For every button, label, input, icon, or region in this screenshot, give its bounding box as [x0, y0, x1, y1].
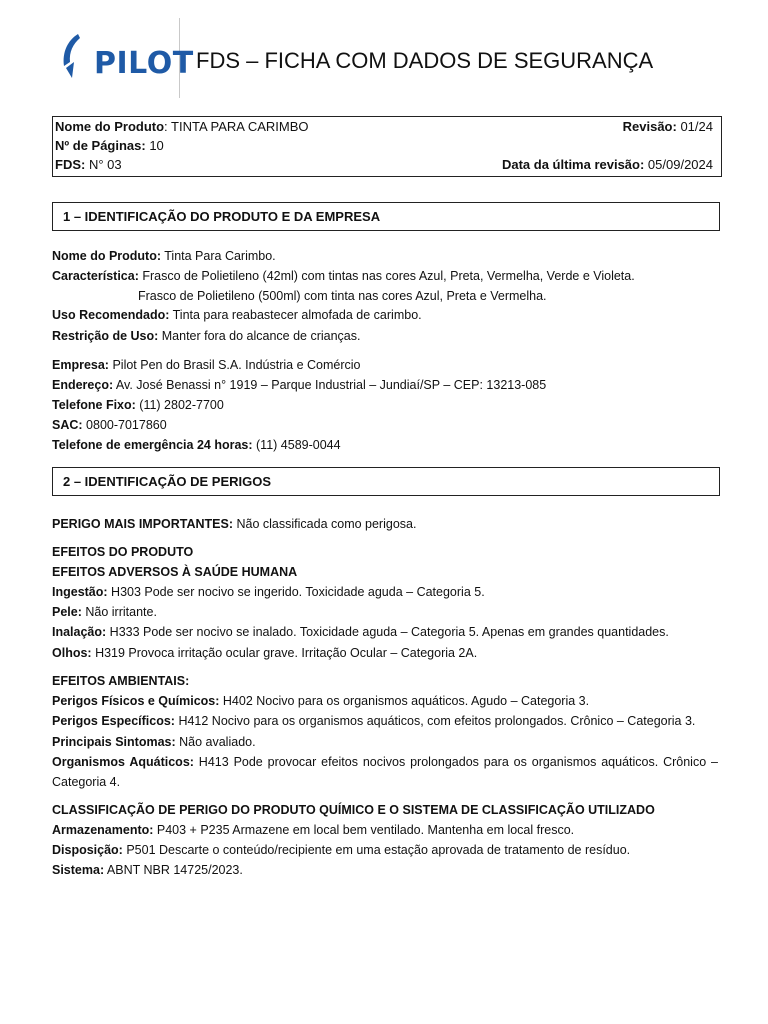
pilot-logo-mark-icon	[58, 32, 92, 82]
pages-label: Nº de Páginas:	[55, 138, 146, 153]
section-1-line: Restrição de Uso: Manter fora do alcance de crianças.	[52, 329, 361, 343]
revision-value: 01/24	[676, 119, 713, 134]
logo-text: PILOT	[94, 46, 194, 81]
section-1-line: Nome do Produto: Tinta Para Carimbo.	[52, 249, 276, 263]
section-1-line: Telefone de emergência 24 horas: (11) 4589-0044	[52, 438, 341, 452]
section-2-line: EFEITOS ADVERSOS À SAÚDE HUMANA	[52, 565, 298, 579]
section-2-line: CLASSIFICAÇÃO DE PERIGO DO PRODUTO QUÍMICO E O SISTEMA DE CLASSIFICAÇÃO UTILIZADO	[52, 803, 655, 817]
section-1-line: Endereço: Av. José Benassi n° 1919 – Parque Industrial – Jundiaí/SP – CEP: 13213-085	[52, 378, 547, 392]
section-2-line: Olhos: H319 Provoca irritação ocular grave. Irritação Ocular – Categoria 2A.	[52, 646, 478, 660]
info-row-pages	[53, 136, 721, 156]
document-title: FDS – FICHA COM DADOS DE SEGURANÇA	[196, 48, 654, 73]
info-row-fds	[53, 155, 721, 175]
info-row-product	[53, 117, 721, 137]
section-2-line: Armazenamento: P403 + P235 Armazene em local bem ventilado. Mantenha em local fresco.	[52, 823, 575, 837]
section-2-heading: 2 – IDENTIFICAÇÃO DE PERIGOS	[52, 467, 720, 496]
section-2-line: Sistema: ABNT NBR 14725/2023.	[52, 863, 243, 877]
product-name-label: Nome do Produto	[55, 119, 165, 134]
section-1-line: Frasco de Polietileno (500ml) com tinta nas cores Azul, Preta e Vermelha.	[138, 289, 547, 303]
section-1-line: Uso Recomendado: Tinta para reabastecer almofada de carimbo.	[52, 308, 422, 322]
last-revision-label: Data da última revisão:	[501, 157, 645, 172]
product-info-box	[52, 116, 722, 177]
section-2-line: Perigos Específicos: H412 Nocivo para os organismos aquáticos, com efeitos prolongados. Crônico – Categoria 3.	[52, 714, 696, 728]
revision-label: Revisão:	[622, 119, 677, 134]
product-name-value: : TINTA PARA CARIMBO	[164, 119, 309, 134]
section-2-line: EFEITOS DO PRODUTO	[52, 545, 194, 559]
last-revision-value: 05/09/2024	[644, 157, 713, 172]
section-1-line: SAC: 0800-7017860	[52, 418, 167, 432]
section-1-line: Empresa: Pilot Pen do Brasil S.A. Indústria e Comércio	[52, 358, 361, 372]
section-2-line: Pele: Não irritante.	[52, 605, 157, 619]
section-2-line: Inalação: H333 Pode ser nocivo se inalado. Toxicidade aguda – Categoria 5. Apenas em grandes quantidades.	[52, 625, 669, 639]
section-1-line: Característica: Frasco de Polietileno (42ml) com tintas nas cores Azul, Preta, Vermelha, Verde e Violeta.	[52, 269, 635, 283]
section-1-heading: 1 – IDENTIFICAÇÃO DO PRODUTO E DA EMPRESA	[52, 202, 720, 231]
section-2-line: Disposição: P501 Descarte o conteúdo/recipiente em uma estação aprovada de tratamento de resíduo.	[52, 843, 631, 857]
pilot-logo	[52, 18, 194, 98]
fds-value: N° 03	[85, 157, 122, 172]
fds-label: FDS:	[55, 157, 86, 172]
section-2-line: Perigos Físicos e Químicos: H402 Nocivo para os organismos aquáticos. Agudo – Categoria 3.	[52, 694, 590, 708]
section-2-line: Ingestão: H303 Pode ser nocivo se ingerido. Toxicidade aguda – Categoria 5.	[52, 585, 485, 599]
section-2-line: Principais Sintomas: Não avaliado.	[52, 735, 256, 749]
section-2-paragraph: Organismos Aquáticos: H413 Pode provocar efeitos nocivos prolongados para os organismos aquáticos. Crônico – Categoria 4.	[52, 755, 718, 789]
section-1-line: Telefone Fixo: (11) 2802-7700	[52, 398, 224, 412]
pages-value: 10	[145, 138, 164, 153]
document-header	[52, 18, 722, 98]
section-2-line: EFEITOS AMBIENTAIS:	[52, 674, 190, 688]
section-2-line: PERIGO MAIS IMPORTANTES: Não classificada como perigosa.	[52, 517, 417, 531]
